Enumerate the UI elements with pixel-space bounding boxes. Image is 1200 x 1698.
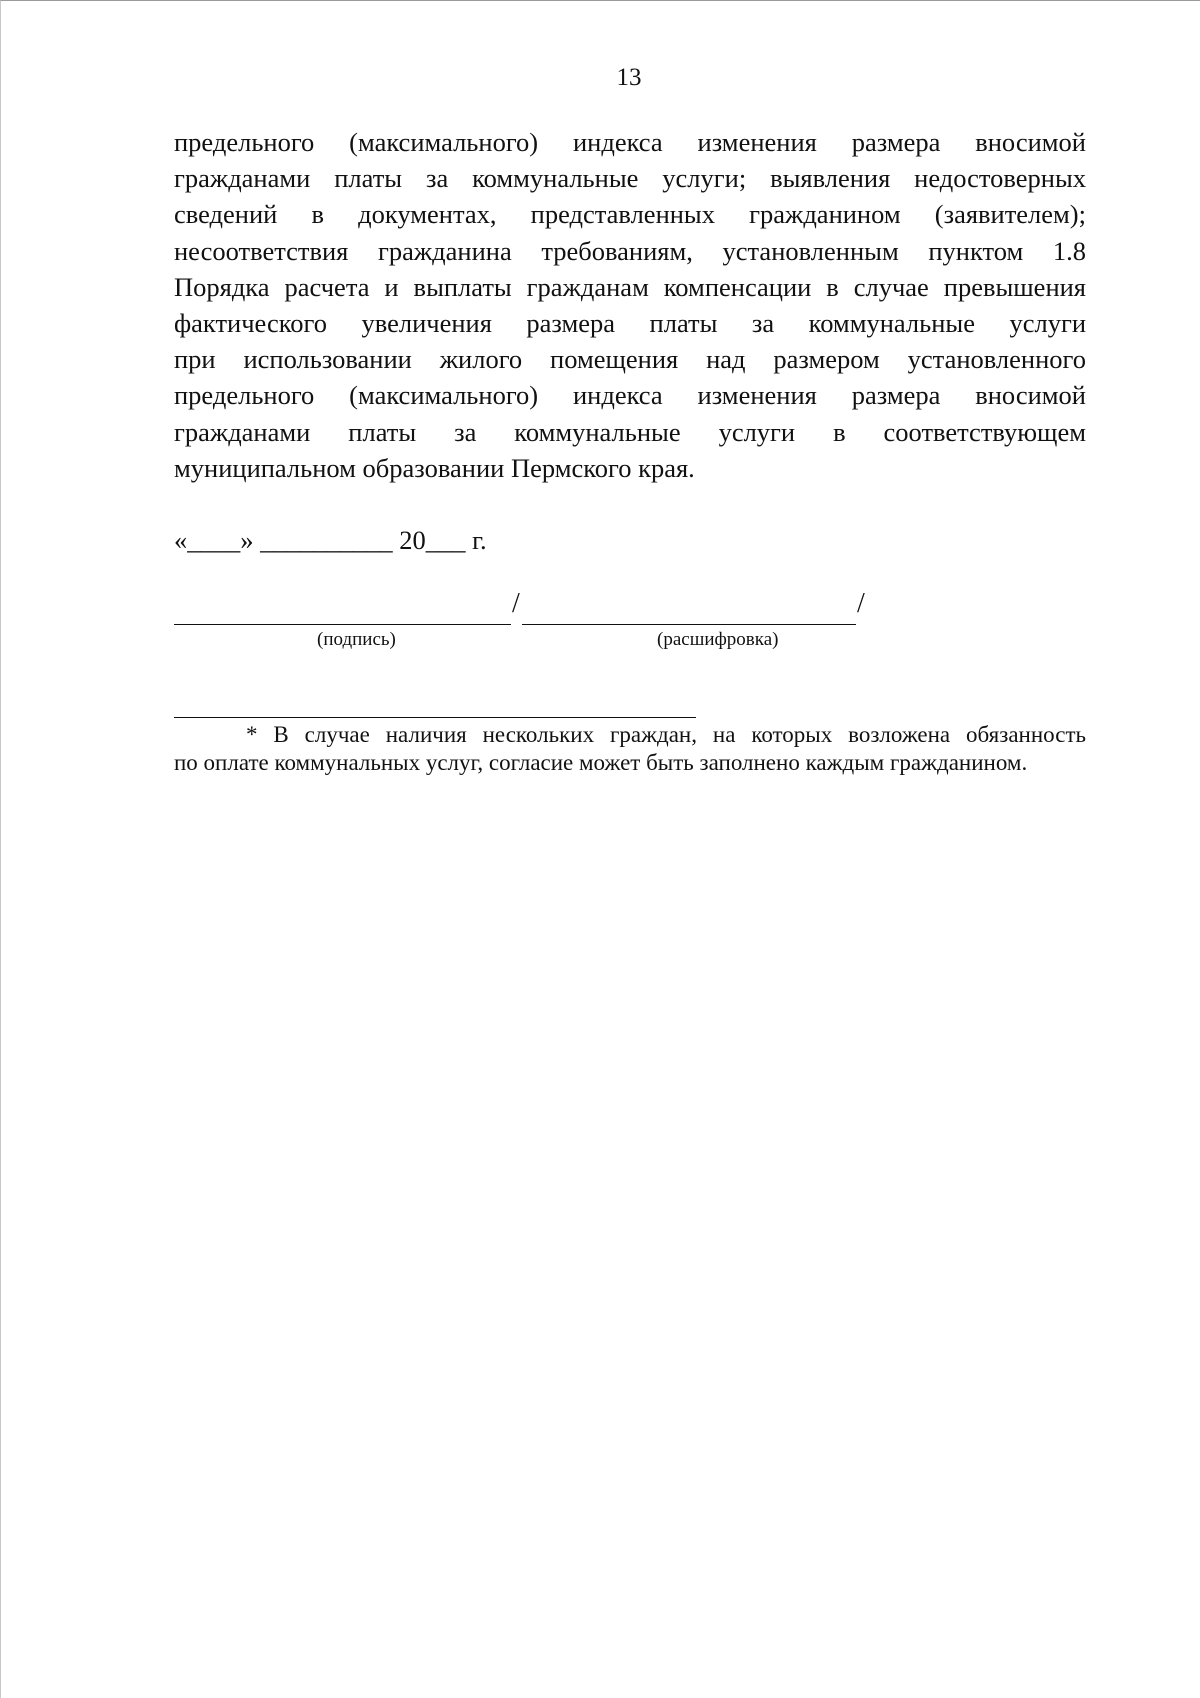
body-paragraph	[174, 124, 1086, 486]
body-line: при использовании жилого помещения над размером установленного	[174, 344, 1086, 375]
signature-caption: (подпись)	[317, 629, 396, 650]
page-number: 13	[616, 64, 642, 91]
body-line: предельного (максимального) индекса изменения размера вносимой	[174, 380, 1086, 411]
transcript-line	[522, 624, 856, 625]
body-line: муниципальном образовании Пермского края.	[174, 452, 695, 483]
body-line: гражданами платы за коммунальные услуги; выявления недостоверных	[174, 163, 1086, 194]
body-line: предельного (максимального) индекса изменения размера вносимой	[174, 127, 1086, 157]
transcript-slash: /	[857, 588, 865, 619]
signature-line	[174, 624, 511, 625]
footnote-separator	[174, 717, 696, 718]
body-line: сведений в документах, представленных гражданином (заявителем);	[174, 199, 1086, 230]
body-line: фактического увеличения размера платы за коммунальные услуги	[174, 308, 1086, 339]
footnote-line: по оплате коммунальных услуг, согласие может быть заполнено каждым гражданином.	[174, 750, 1028, 775]
footnote	[174, 721, 1086, 777]
body-line: несоответствия гражданина требованиям, установленным пунктом 1.8	[174, 235, 1086, 266]
date-field: «____» __________ 20___ г.	[174, 525, 487, 555]
transcript-caption: (расшифровка)	[657, 629, 779, 650]
signature-slash: /	[512, 588, 520, 619]
body-line: Порядка расчета и выплаты гражданам компенсации в случае превышения	[174, 271, 1086, 302]
footnote-line: * В случае наличия нескольких граждан, на которых возложена обязанность	[246, 722, 1086, 747]
body-line: гражданами платы за коммунальные услуги в соответствующем	[174, 416, 1086, 447]
signature-block	[174, 588, 874, 655]
